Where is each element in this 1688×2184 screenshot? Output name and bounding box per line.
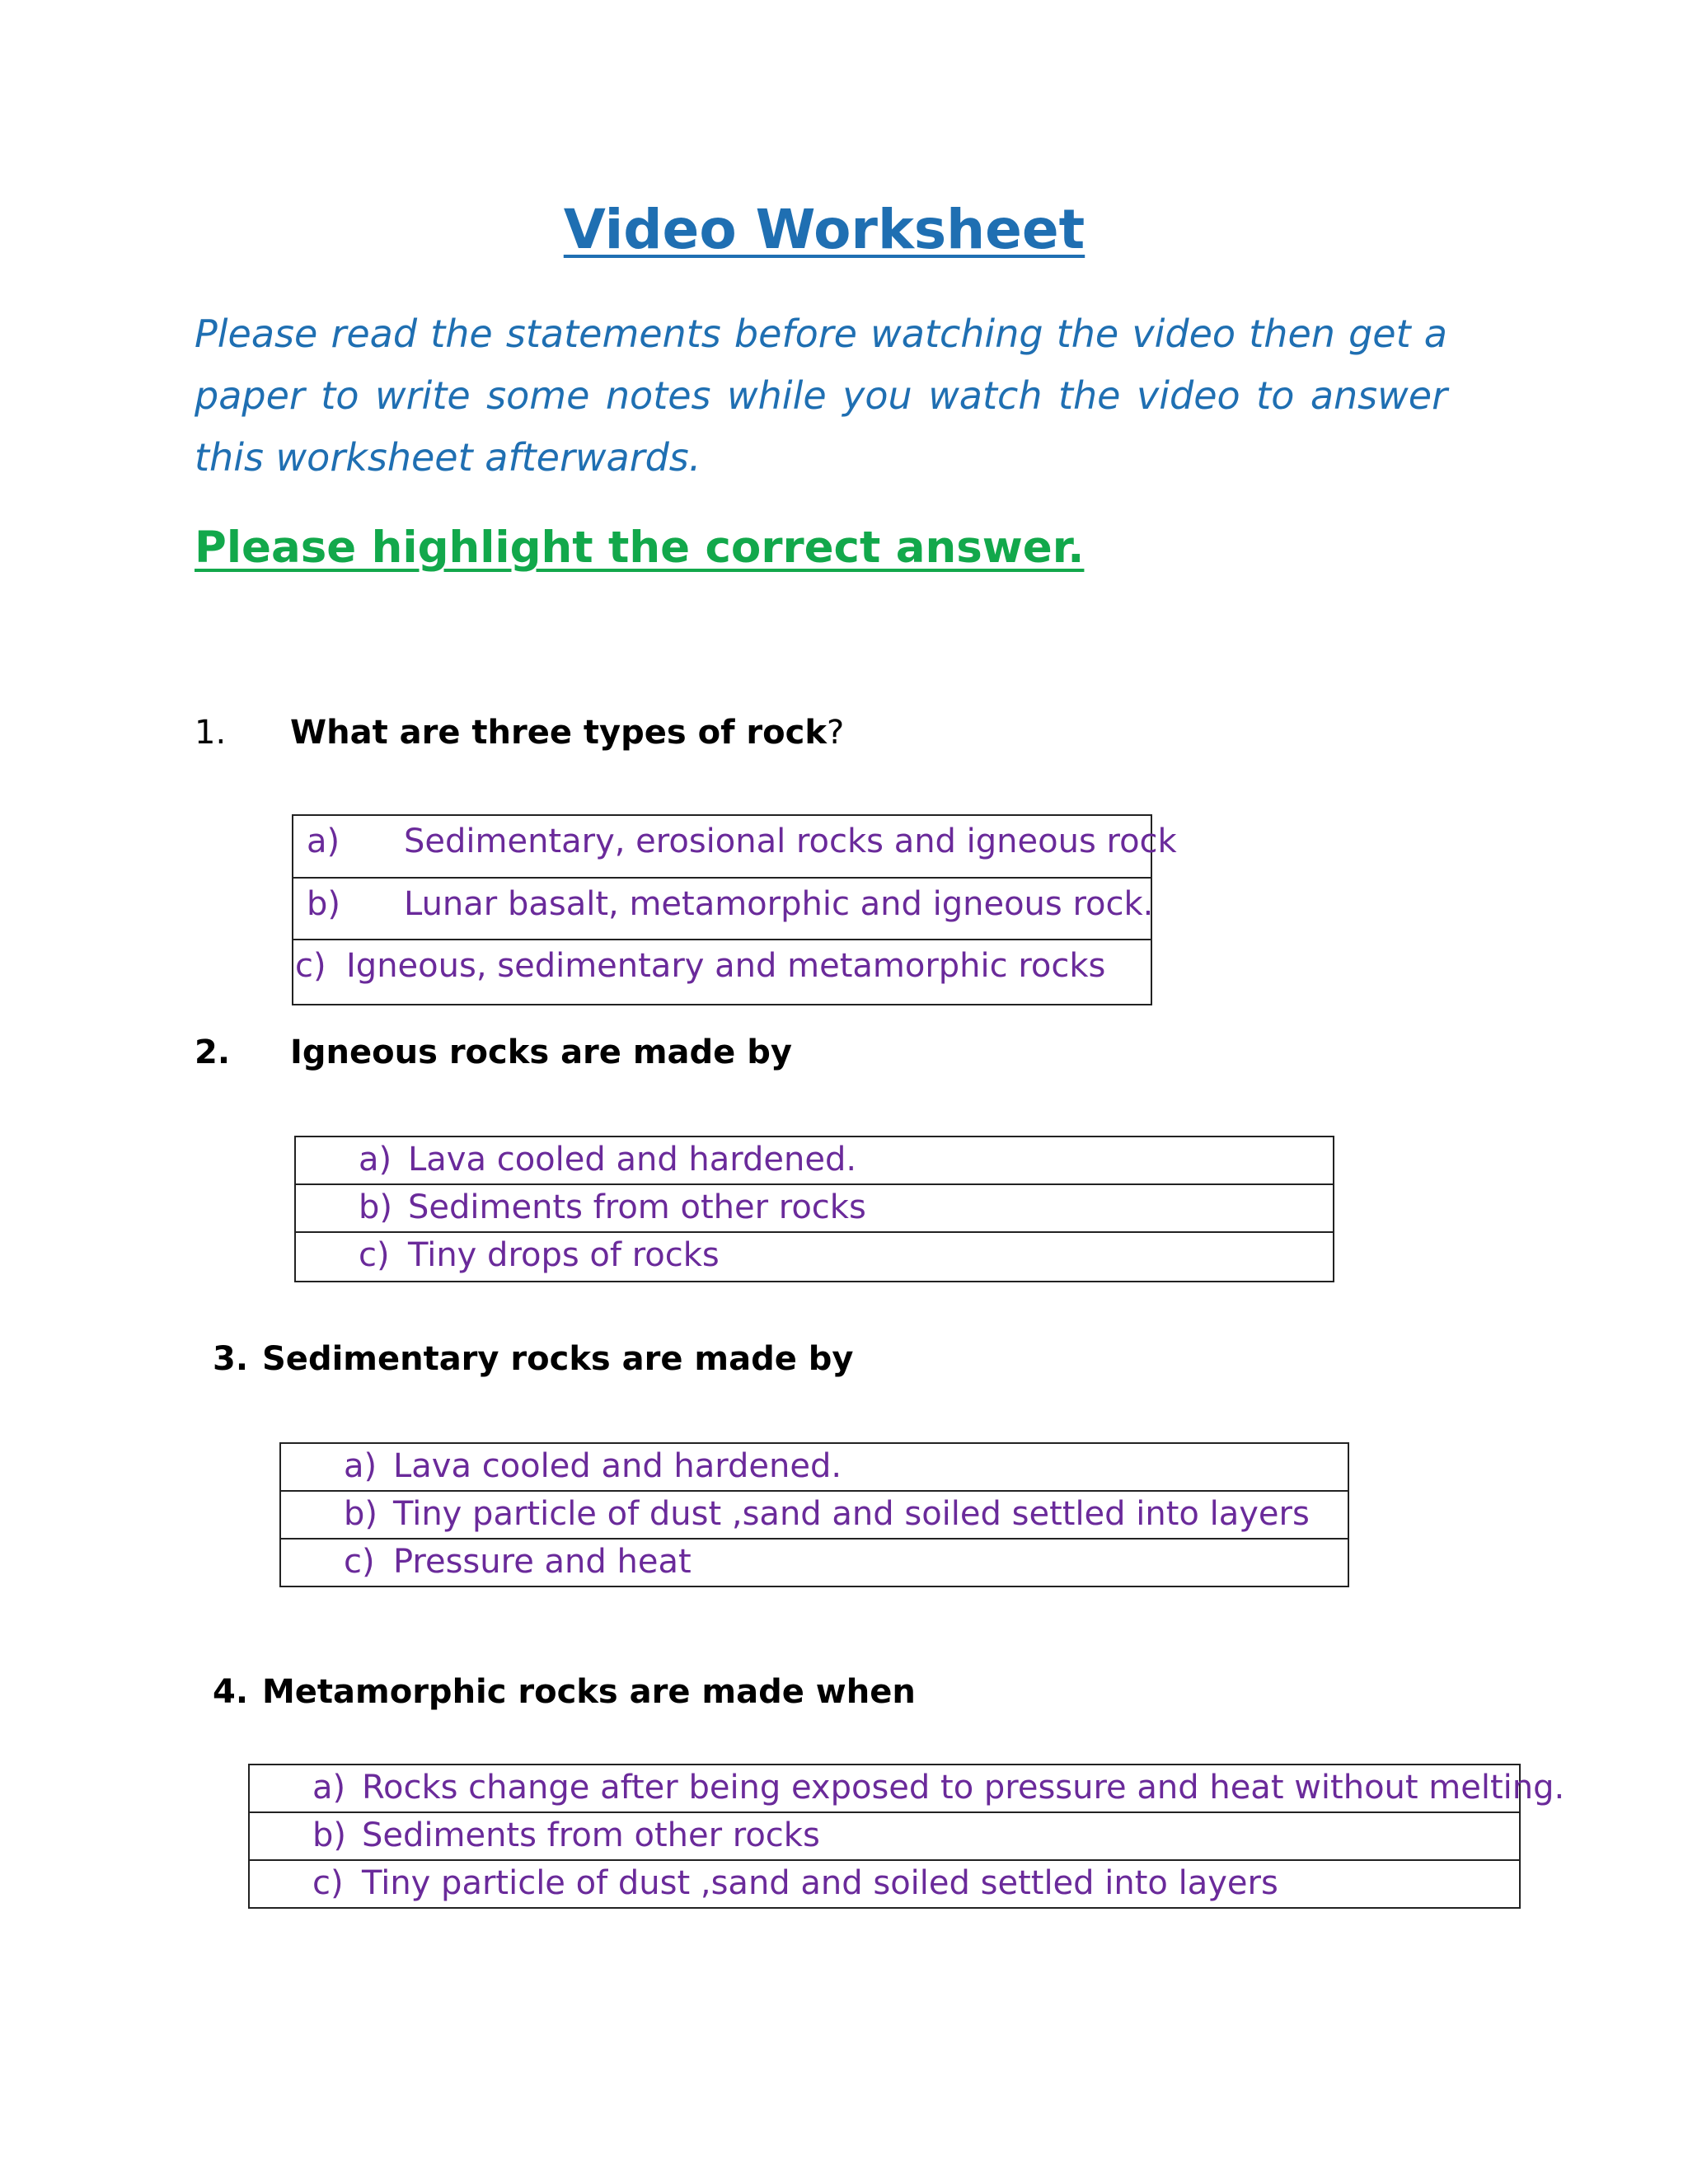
option-row-c[interactable] xyxy=(250,1861,1519,1907)
option-letter: c) xyxy=(295,947,326,985)
question-number: 4. xyxy=(213,1673,249,1711)
worksheet-title: Video Worksheet xyxy=(563,198,1085,261)
options-box xyxy=(292,814,1177,1005)
option-letter: c) xyxy=(359,1236,390,1274)
options-box xyxy=(294,1136,1334,1282)
intro-instructions: Please read the statements before watching the video then get a paper to write some notes while you watch the video to answer this worksheet afterwards. xyxy=(195,312,1447,480)
option-letter: b) xyxy=(344,1495,377,1533)
option-row-a[interactable] xyxy=(293,816,1177,879)
option-row-a[interactable] xyxy=(296,1137,1333,1185)
option-row-b[interactable] xyxy=(250,1813,1519,1861)
option-letter: a) xyxy=(344,1447,377,1485)
option-letter: a) xyxy=(359,1141,392,1179)
option-letter: a) xyxy=(312,1769,346,1807)
question-text-bold: What are three types of rock xyxy=(290,714,827,752)
option-text: Lunar basalt, metamorphic and igneous rock. xyxy=(404,885,1154,923)
option-letter: c) xyxy=(312,1864,344,1902)
option-row-a[interactable] xyxy=(250,1765,1565,1813)
option-row-c[interactable] xyxy=(296,1233,1333,1281)
option-text: Igneous, sedimentary and metamorphic rocks xyxy=(346,947,1106,985)
question-text: Metamorphic rocks are made when xyxy=(262,1673,916,1711)
highlight-instruction: Please highlight the correct answer. xyxy=(195,523,1085,573)
option-letter: b) xyxy=(312,1816,346,1854)
option-text: Tiny drops of rocks xyxy=(408,1236,720,1274)
option-row-b[interactable] xyxy=(281,1492,1348,1540)
option-row-c[interactable] xyxy=(293,940,1151,1004)
option-text: Lava cooled and hardened. xyxy=(408,1141,857,1179)
option-text: Lava cooled and hardened. xyxy=(393,1447,842,1485)
option-row-b[interactable] xyxy=(296,1185,1333,1233)
option-letter: c) xyxy=(344,1543,375,1581)
option-letter: b) xyxy=(307,885,340,923)
option-row-a[interactable] xyxy=(281,1444,1348,1492)
question-text: Igneous rocks are made by xyxy=(290,1033,792,1071)
option-row-b[interactable] xyxy=(293,879,1154,940)
options-box xyxy=(248,1764,1565,1909)
option-letter: b) xyxy=(359,1188,392,1226)
option-text: Sedimentary, erosional rocks and igneous rock xyxy=(404,823,1177,860)
question-text-tail: ? xyxy=(826,714,845,752)
option-letter: a) xyxy=(307,823,340,860)
option-text: Sediments from other rocks xyxy=(408,1188,866,1226)
option-text: Pressure and heat xyxy=(393,1543,692,1581)
question-number: 2. xyxy=(195,1033,231,1071)
option-text: Tiny particle of dust ,sand and soiled settled into layers xyxy=(393,1495,1310,1533)
option-text: Rocks change after being exposed to pressure and heat without melting. xyxy=(362,1769,1565,1807)
options-box xyxy=(279,1442,1349,1587)
question-number: 1. xyxy=(195,714,227,752)
question-text xyxy=(290,714,844,752)
option-row-c[interactable] xyxy=(281,1540,1348,1586)
question-text: Sedimentary rocks are made by xyxy=(262,1340,854,1378)
option-text: Sediments from other rocks xyxy=(362,1816,820,1854)
option-text: Tiny particle of dust ,sand and soiled settled into layers xyxy=(362,1864,1278,1902)
question-number: 3. xyxy=(213,1340,249,1378)
